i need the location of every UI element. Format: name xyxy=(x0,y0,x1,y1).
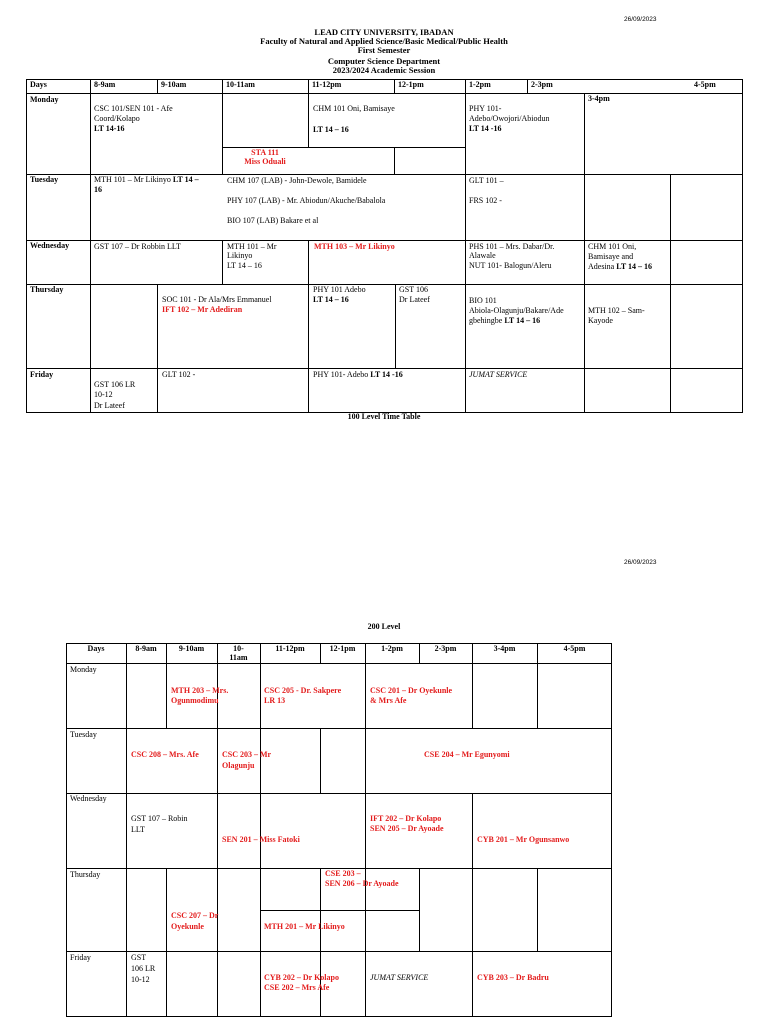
table2-col-rule xyxy=(166,643,167,729)
wed-mth101-line2: Likinyo xyxy=(227,251,253,260)
t2-col-1-2pm: 1-2pm xyxy=(381,644,403,653)
thu-phy101-line1: PHY 101 Adebo xyxy=(313,285,366,294)
t1-col-9-10am: 9-10am xyxy=(161,80,187,89)
table2-col-rule xyxy=(320,868,321,1017)
table2-col-rule xyxy=(419,868,420,952)
fri-jumat-service: JUMAT SERVICE xyxy=(469,370,528,379)
fri-gst106-line2: 10-12 xyxy=(94,390,113,399)
table2-col-rule xyxy=(260,643,261,1017)
semester-title: First Semester xyxy=(357,45,411,55)
wed-chm101-line1: CHM 101 Oni, xyxy=(588,242,637,251)
thu-gst106-line2: Dr Lateef xyxy=(399,295,430,304)
table1-col-rule xyxy=(670,174,671,413)
table1-col-rule xyxy=(394,79,395,94)
wed-chm101-line3: Adesina LT 14 – 16 xyxy=(588,262,653,271)
t1-col-8-9am: 8-9am xyxy=(94,80,116,89)
table1-caption: 100 Level Time Table xyxy=(347,412,421,421)
t2-day-monday: Monday xyxy=(70,665,97,674)
table2-col-rule xyxy=(126,643,127,1017)
thu-soc101: SOC 101 - Dr Ala/Mrs Emmanuel xyxy=(162,295,272,304)
wed-chm101-line2: Bamisaye and xyxy=(588,252,634,261)
t2-col-10-11am-line1: 10- xyxy=(233,644,244,653)
table1-header-rule xyxy=(26,93,743,94)
t2-wed-sen205: SEN 205 – Dr Ayoade xyxy=(370,824,444,833)
t1-col-days: Days xyxy=(30,80,47,89)
tue-bio107: BIO 107 (LAB) Bakare et al xyxy=(227,216,319,225)
table2-col-rule xyxy=(537,643,538,729)
t2-day-wednesday: Wednesday xyxy=(70,794,107,803)
wed-mth101-line1: MTH 101 – Mr xyxy=(227,242,277,251)
t2-col-4-5pm: 4-5pm xyxy=(563,644,586,653)
t2-wed-cyb201: CYB 201 – Mr Ogunsanwo xyxy=(477,835,570,844)
thu-mth102-line1: MTH 102 – Sam- xyxy=(588,306,645,315)
tue-chm107: CHM 107 (LAB) - John-Dewole, Bamidele xyxy=(227,176,367,185)
table1-row-rule xyxy=(26,240,743,241)
mon-chm101-line2: LT 14 – 16 xyxy=(313,125,349,134)
tue-glt101: GLT 101 – xyxy=(469,176,504,185)
wed-mth103: MTH 103 – Mr Likinyo xyxy=(314,242,395,251)
table1-col-rule xyxy=(465,79,466,413)
t2-wed-sen201: SEN 201 – Miss Fatoki xyxy=(222,835,300,844)
mon-phy101-line1: PHY 101- xyxy=(469,104,502,113)
t2-col-days: Days xyxy=(87,644,105,653)
t2-fri-gst106-line1: GST xyxy=(131,953,147,962)
fri-glt102: GLT 102 - xyxy=(162,370,196,379)
table2-col-rule xyxy=(365,643,366,1017)
table2-border xyxy=(66,643,612,1017)
mon-sta111-line1: STA 111 xyxy=(251,148,279,157)
t1-col-11-12pm: 11-12pm xyxy=(312,80,342,89)
thu-mth102-line2: Kayode xyxy=(588,316,613,325)
table2-header-rule xyxy=(66,663,612,664)
t2-mon-csc201-line1: CSC 201 – Dr Oyekunle xyxy=(370,686,453,695)
table1-col-rule xyxy=(308,79,309,148)
table1-col-rule xyxy=(395,284,396,369)
department-title: Computer Science Department xyxy=(327,56,441,66)
t1-col-4-5pm: 4-5pm xyxy=(694,80,716,89)
t1-day-wednesday: Wednesday xyxy=(30,241,70,250)
mon-3-4pm-label: 3-4pm xyxy=(588,94,610,103)
thu-bio101-line3: gbehingbe LT 14 – 16 xyxy=(469,316,541,325)
t2-col-12-1pm: 12-1pm xyxy=(329,644,356,653)
table2-col-rule xyxy=(537,868,538,952)
table1-col-rule xyxy=(90,79,91,413)
table1-col-rule xyxy=(527,79,528,94)
tue-frs102: FRS 102 - xyxy=(469,196,502,205)
thu-bio101-line2: Abiola-Olagunju/Bakare/Ade xyxy=(469,306,564,315)
t1-day-monday: Monday xyxy=(30,95,59,104)
t2-tue-csc203-line1: CSC 203 – Mr xyxy=(222,750,272,759)
t2-tue-csc208: CSC 208 – Mrs. Afe xyxy=(131,750,199,759)
t2-fri-gst106-line2: 106 LR xyxy=(131,964,156,973)
t1-day-tuesday: Tuesday xyxy=(30,175,59,184)
university-title: LEAD CITY UNIVERSITY, IBADAN xyxy=(314,27,454,37)
page2-title: 200 Level xyxy=(367,622,401,631)
t2-thu-sen206: SEN 206 – Dr Ayoade xyxy=(325,879,399,888)
t2-mon-csc205-line1: CSC 205 - Dr. Sakpere xyxy=(264,686,342,695)
table1-row-rule xyxy=(26,284,743,285)
t2-day-friday: Friday xyxy=(70,953,91,962)
table1-col-rule xyxy=(584,93,585,413)
thu-ift102: IFT 102 – Mr Adediran xyxy=(162,305,243,314)
t2-mon-mth203-line1: MTH 203 – Mrs. xyxy=(171,686,229,695)
t1-day-thursday: Thursday xyxy=(30,285,64,294)
table1-col-rule xyxy=(308,240,309,413)
table1-row-rule xyxy=(26,368,743,369)
faculty-title: Faculty of Natural and Applied Science/Basic Medical/Public Health xyxy=(260,36,508,46)
wed-phs101-line2: Alawale xyxy=(469,251,496,260)
mon-csc101-line1: CSC 101/SEN 101 - Afe xyxy=(94,104,173,113)
table2-row-rule xyxy=(66,951,612,952)
table1-col-rule xyxy=(157,79,158,94)
tue-mth101-line1: MTH 101 – Mr Likinyo LT 14 – xyxy=(94,175,199,184)
t2-col-8-9am: 8-9am xyxy=(135,644,157,653)
table2-row-rule xyxy=(66,728,612,729)
t2-wed-gst107-line1: GST 107 – Robin xyxy=(131,814,188,823)
t2-tue-cse204: CSE 204 – Mr Egunyomi xyxy=(424,750,510,759)
wed-gst107: GST 107 – Dr Robbin LLT xyxy=(94,242,181,251)
mon-phy101-line2: Adebo/Owojori/Abiodun xyxy=(469,114,550,123)
t2-mon-csc205-line2: LR 13 xyxy=(264,696,286,705)
t2-thu-csc207-line1: CSC 207 – Dr xyxy=(171,911,219,920)
t2-fri-cyb203: CYB 203 – Dr Badru xyxy=(477,973,549,982)
t2-fri-cse202: CSE 202 – Mrs Afe xyxy=(264,983,330,992)
fri-phy101: PHY 101- Adebo LT 14 -16 xyxy=(313,370,403,379)
t1-col-1-2pm: 1-2pm xyxy=(469,80,491,89)
t2-col-3-4pm: 3-4pm xyxy=(493,644,516,653)
fri-gst106-line1: GST 106 LR xyxy=(94,380,136,389)
t2-col-2-3pm: 2-3pm xyxy=(434,644,457,653)
table2-row-rule xyxy=(66,793,612,794)
table2-col-rule xyxy=(166,868,167,1017)
table2-col-rule xyxy=(472,793,473,1017)
t2-fri-jumat-service: JUMAT SERVICE xyxy=(370,973,429,982)
wed-mth101-line3: LT 14 – 16 xyxy=(227,261,262,270)
t2-fri-cyb202: CYB 202 – Dr Kolapo xyxy=(264,973,339,982)
thu-bio101-line1: BIO 101 xyxy=(469,296,497,305)
mon-sta111-line2: Miss Oduali xyxy=(244,157,286,166)
table2-thu-rule xyxy=(260,910,419,911)
fri-gst106-line3: Dr Lateef xyxy=(94,401,125,410)
wed-phs101-line1: PHS 101 – Mrs. Dabar/Dr. xyxy=(469,242,555,251)
table2-col-rule xyxy=(472,643,473,729)
page2-date: 26/09/2023 xyxy=(624,559,657,566)
session-title: 2023/2024 Academic Session xyxy=(332,65,436,75)
page1-date: 26/09/2023 xyxy=(624,16,657,23)
t2-mon-csc201-line2: & Mrs Afe xyxy=(370,696,407,705)
table2-col-rule xyxy=(320,728,321,794)
t2-day-thursday: Thursday xyxy=(70,870,101,879)
t1-day-friday: Friday xyxy=(30,370,54,379)
thu-gst106-line1: GST 106 xyxy=(399,285,428,294)
t2-thu-csc207-line2: Oyekunle xyxy=(171,922,204,931)
mon-csc101-line3: LT 14-16 xyxy=(94,124,125,133)
t1-col-10-11am: 10-11am xyxy=(226,80,255,89)
mon-csc101-line2: Coord/Kolapo xyxy=(94,114,140,123)
t2-thu-mth201: MTH 201 – Mr Likinyo xyxy=(264,922,345,931)
t2-col-11-12pm: 11-12pm xyxy=(275,644,305,653)
table1-col-rule xyxy=(222,240,223,285)
tue-mth101-line2: 16 xyxy=(94,185,102,194)
table1-col-rule xyxy=(394,147,395,175)
t2-wed-ift202: IFT 202 – Dr Kolapo xyxy=(370,814,442,823)
t2-fri-gst106-line3: 10-12 xyxy=(131,975,150,984)
thu-phy101-line2: LT 14 – 16 xyxy=(313,295,349,304)
t2-tue-csc203-line2: Olagunju xyxy=(222,761,255,770)
t1-col-2-3pm: 2-3pm xyxy=(531,80,553,89)
t2-wed-gst107-line2: LLT xyxy=(131,825,145,834)
tue-phy107: PHY 107 (LAB) - Mr. Abiodun/Akuche/Babalola xyxy=(227,196,386,205)
t1-col-12-1pm: 12-1pm xyxy=(398,80,424,89)
t2-col-10-11am-line2: 11am xyxy=(229,653,248,662)
wed-nut101: NUT 101- Balogun/Aleru xyxy=(469,261,552,270)
t2-mon-mth203-line2: Ogunmodimu xyxy=(171,696,219,705)
t2-thu-cse203: CSE 203 – xyxy=(325,869,361,878)
mon-phy101-line3: LT 14 -16 xyxy=(469,124,502,133)
t2-day-tuesday: Tuesday xyxy=(70,730,97,739)
t2-col-9-10am: 9-10am xyxy=(178,644,205,653)
mon-chm101-line1: CHM 101 Oni, Bamisaye xyxy=(313,104,395,113)
table1-col-rule xyxy=(157,284,158,413)
